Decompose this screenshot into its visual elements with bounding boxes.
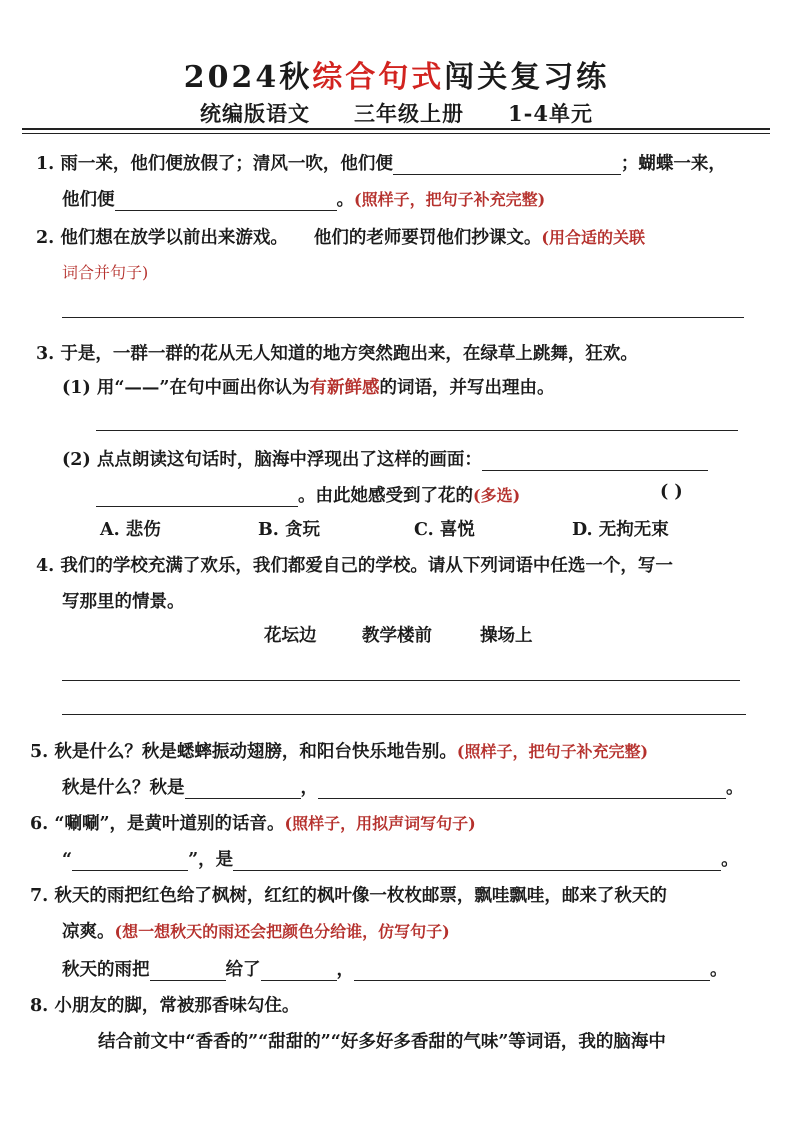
q7-blank-2[interactable] <box>261 961 337 981</box>
q3-option-a[interactable]: A. 悲伤 <box>100 520 161 540</box>
question-8-text-2: 结合前文中“香香的”“甜甜的”“好多好多香甜的气味”等词语，我的脑海中 <box>98 1032 666 1052</box>
q3-answer-parentheses[interactable]: ( ) <box>660 482 683 502</box>
q2-answer-line[interactable] <box>62 317 744 318</box>
question-6-text: 6. “唰唰”，是黄叶道别的话音。(照样子，用拟声词写句子) <box>30 814 476 834</box>
q4-answer-line-2[interactable] <box>62 714 746 715</box>
q4-word-3: 操场上 <box>480 626 533 646</box>
q6-fill-line: “ ”，是 。 <box>62 850 739 870</box>
q7-blank-1[interactable] <box>150 961 226 981</box>
q1-blank-1[interactable] <box>393 155 621 175</box>
subtitle-edition: 统编版语文 <box>200 101 311 126</box>
q1-blank-2[interactable] <box>115 191 337 211</box>
q6-blank-2[interactable] <box>233 851 721 871</box>
q3-sub1-answer-line[interactable] <box>96 430 738 431</box>
q7-blank-3[interactable] <box>354 961 710 981</box>
question-7-line-2: 凉爽。(想一想秋天的雨还会把颜色分给谁，仿写句子) <box>62 922 450 942</box>
question-1-line-2: 他们便 。(照样子，把句子补充完整) <box>62 190 546 210</box>
q4-answer-line-1[interactable] <box>62 680 740 681</box>
q5-fill-line: 秋是什么？秋是 ， 。 <box>62 778 744 798</box>
q2-instruction-cont: 词合并句子) <box>62 263 149 282</box>
question-3-text: 3. 于是，一群一群的花从无人知道的地方突然跑出来，在绿草上跳舞，狂欢。 <box>36 344 638 364</box>
q3-sub2-line-2: 。由此她感受到了花的(多选) <box>96 482 520 507</box>
question-4-line-1: 4. 我们的学校充满了欢乐，我们都爱自己的学校。请从下列词语中任选一个，写一 <box>36 556 673 576</box>
subtitle-grade: 三年级上册 <box>354 101 465 126</box>
q3-sub2-line-1: (2) 点点朗读这句话时，脑海中浮现出了这样的画面： <box>62 446 708 471</box>
question-1-line-1: 1. 雨一来，他们便放假了；清风一吹，他们便 ；蝴蝶一来， <box>36 154 726 174</box>
header-rule-thick <box>22 128 770 130</box>
question-4-line-2: 写那里的情景。 <box>62 592 185 612</box>
q5-blank-1[interactable] <box>185 779 301 799</box>
q3-option-d[interactable]: D. 无拘无束 <box>572 520 669 540</box>
q7-fill-line: 秋天的雨把 给了 ， 。 <box>62 960 728 980</box>
q1-instruction: (照样子，把句子补充完整) <box>354 190 546 209</box>
q3-sub2-blank-2[interactable] <box>96 487 298 507</box>
q3-option-c[interactable]: C. 喜悦 <box>414 520 475 540</box>
page-title: 2024秋综合句式闯关复习练 <box>183 60 610 95</box>
q3-sub1: (1) 用“——”在句中画出你认为有新鲜感的词语，并写出理由。 <box>62 378 555 398</box>
header-rule-thin <box>22 133 770 134</box>
question-2-line-1: 2. 他们想在放学以前出来游戏。 他们的老师要罚他们抄课文。(用合适的关联 <box>36 228 645 248</box>
q3-option-b[interactable]: B. 贪玩 <box>258 520 320 540</box>
page-subtitle <box>0 98 793 128</box>
subtitle-units: 1-4单元 <box>508 101 593 126</box>
question-7-line-1: 7. 秋天的雨把红色给了枫树，红红的枫叶像一枚枚邮票，飘哇飘哇，邮来了秋天的 <box>30 886 667 906</box>
q3-sub2-blank-1[interactable] <box>482 451 708 471</box>
q4-word-1: 花坛边 <box>264 626 317 646</box>
question-8-text: 8. 小朋友的脚，常被那香味勾住。 <box>30 996 300 1016</box>
q5-blank-2[interactable] <box>318 779 726 799</box>
question-5-text: 5. 秋是什么？秋是蟋蟀振动翅膀，和阳台快乐地告别。(照样子，把句子补充完整) <box>30 742 649 762</box>
q6-blank-1[interactable] <box>72 851 188 871</box>
q4-word-2: 教学楼前 <box>362 626 432 646</box>
